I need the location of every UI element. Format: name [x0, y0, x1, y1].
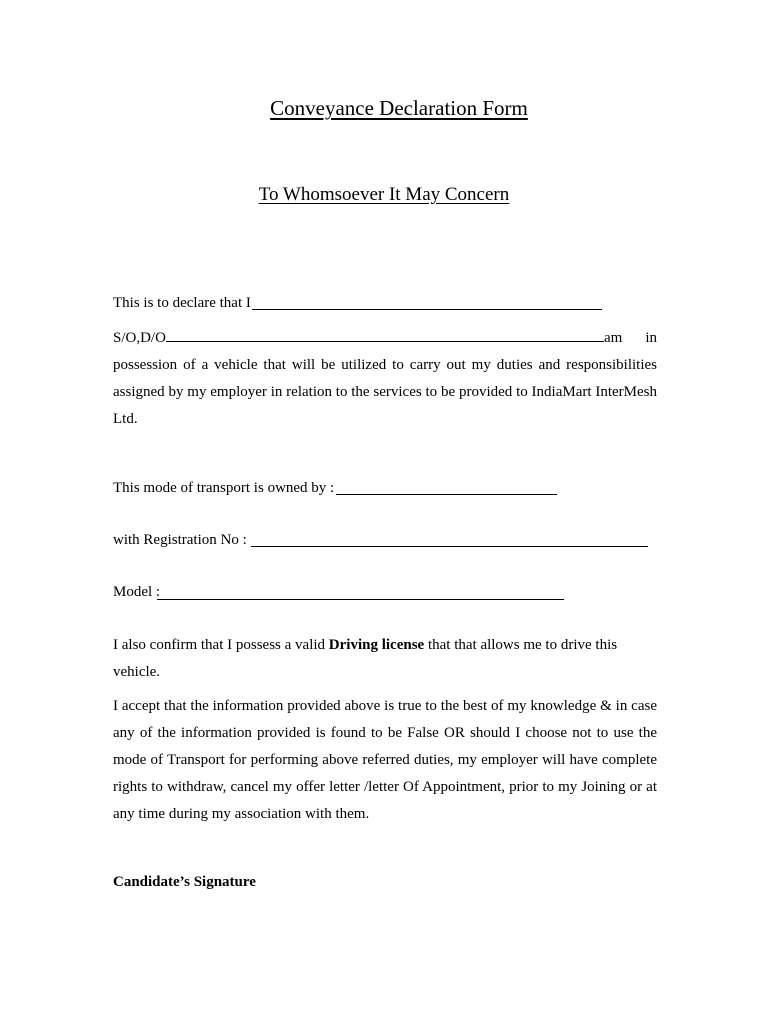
accept-paragraph: I accept that the information provided above is true to the best of my knowledge & in case any of the information provided is found to be False OR should I choose not to use the mode of Transport for performing above referred duties, my employer will have complete rights to withdraw, cancel my offer letter /letter Of Appointment, prior to my Joining or at any time during my association with them. [113, 698, 657, 822]
license-text-pre: I also confirm that I possess a valid [113, 637, 329, 653]
model-blank-line[interactable] [157, 599, 564, 600]
license-text-bold: Driving license [328, 637, 425, 653]
signature-label: Candidate’s Signature [113, 874, 256, 890]
registration-blank-line[interactable] [251, 546, 648, 547]
sodo-in-text: in [645, 330, 657, 346]
sodo-am-text: am [603, 330, 623, 346]
license-paragraph [113, 632, 657, 686]
model-label: Model : [113, 584, 161, 600]
sodo-row [113, 325, 657, 352]
parent-name-blank-line[interactable] [166, 325, 604, 342]
license-text-post: that that allows me to drive this vehicle. [113, 637, 618, 680]
page-subtitle: To Whomsoever It May Concern [258, 184, 510, 205]
page-title: Conveyance Declaration Form [270, 96, 528, 120]
name-blank-line[interactable] [252, 309, 602, 310]
declare-prefix: This is to declare that I [113, 295, 251, 311]
owned-by-label: This mode of transport is owned by : [113, 480, 335, 496]
sodo-label: S/O,D/O [113, 330, 166, 346]
declaration-paragraph: possession of a vehicle that will be utilized to carry out my duties and responsibilities assigned by my employer in relation to the services to be provided to IndiaMart InterMesh Ltd. [113, 357, 657, 427]
registration-label: with Registration No : [113, 532, 247, 548]
owner-blank-line[interactable] [336, 494, 557, 495]
